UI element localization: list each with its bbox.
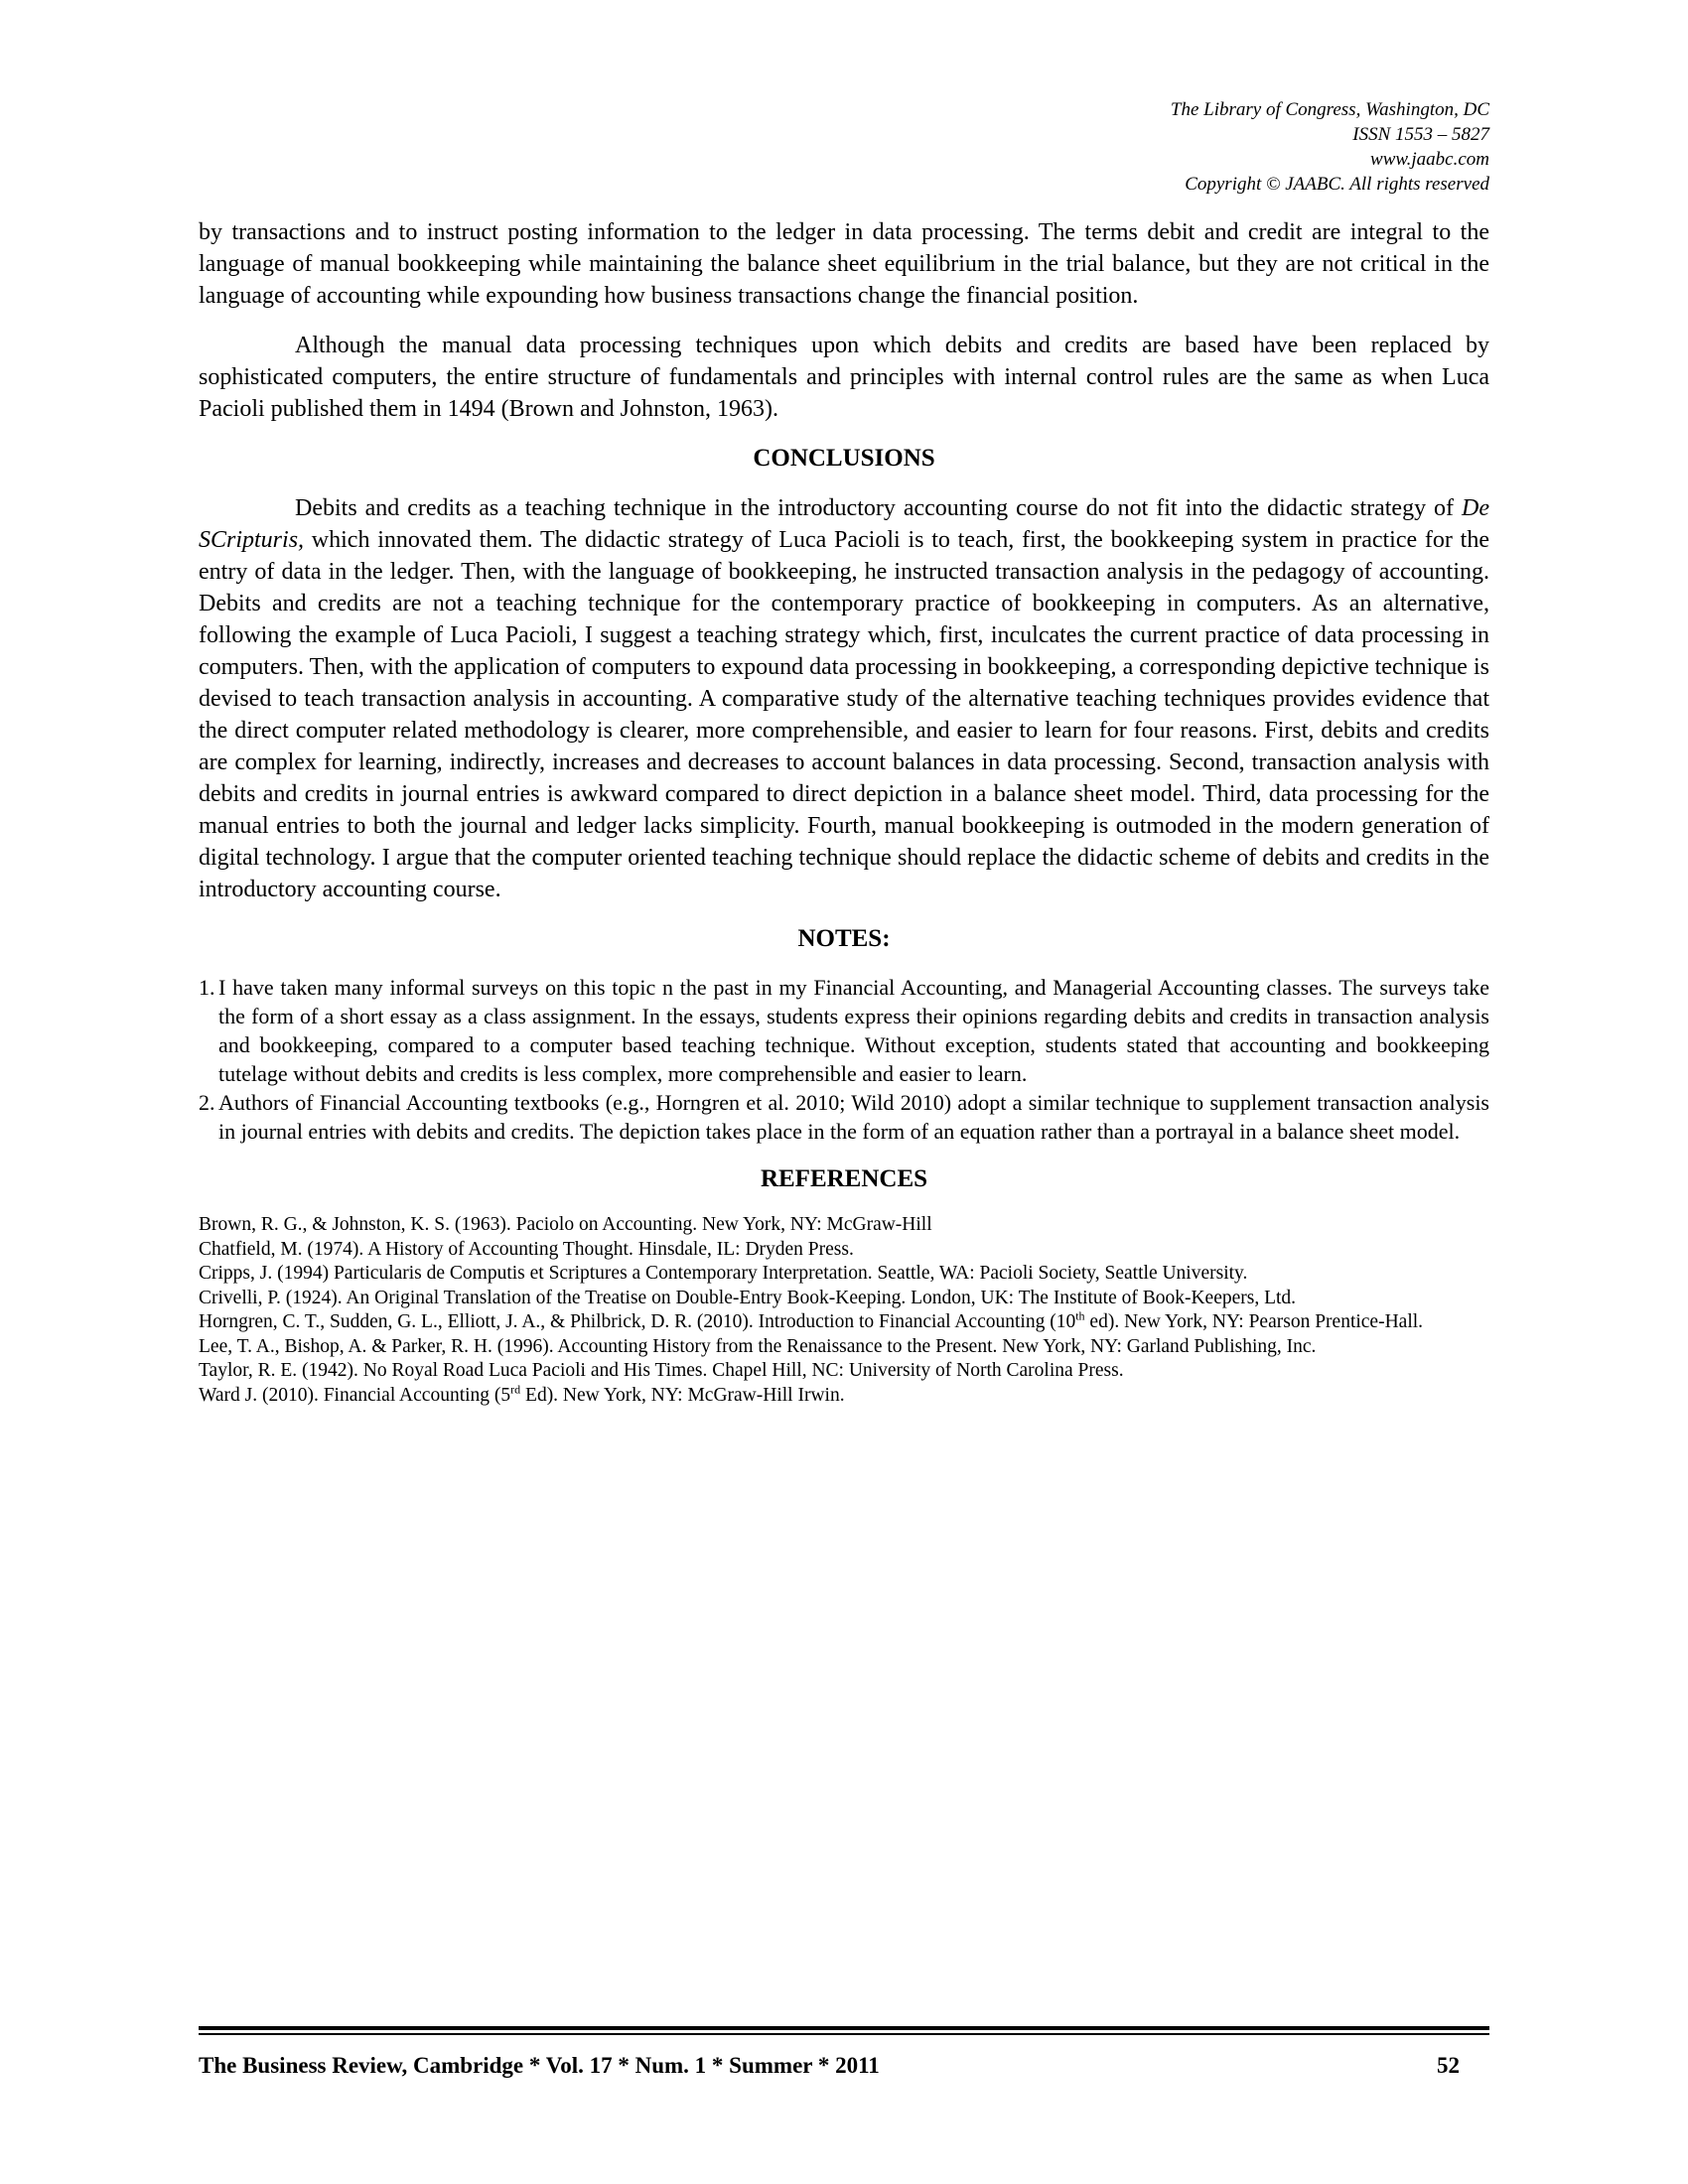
superscript: th bbox=[1075, 1308, 1085, 1323]
reference-text: ed). New York, NY: Pearson Prentice-Hall. bbox=[1084, 1311, 1424, 1332]
note-number: 2. bbox=[199, 1090, 215, 1115]
reference-entry: Crivelli, P. (1924). An Original Translation of the Treatise on Double-Entry Book-Keeping. London, UK: The Institute of Book-Keepers, Ltd. bbox=[199, 1287, 1297, 1308]
footer-rule-thick bbox=[199, 2026, 1489, 2030]
book-title-italic: De SCripturis, bbox=[199, 495, 1489, 553]
paragraph-pacioli: Although the manual data processing techniques upon which debits and credits are based have been replaced by sophisticated computers, the entire structure of fundamentals and principles with internal control rules are the same as when Luca Pacioli published them in 1494 (Brown and Johnston, 1963). bbox=[199, 333, 1489, 422]
reference-entry: Taylor, R. E. (1942). No Royal Road Luca Pacioli and His Times. Chapel Hill, NC: University of North Carolina Press. bbox=[199, 1360, 1124, 1381]
conclusions-heading: CONCLUSIONS bbox=[753, 445, 935, 472]
journal-citation: The Business Review, Cambridge * Vol. 17 * Num. 1 * Summer * 2011 bbox=[199, 2053, 880, 2078]
header-copyright: Copyright © JAABC. All rights reserved bbox=[1185, 174, 1489, 195]
note-text: Authors of Financial Accounting textbooks (e.g., Horngren et al. 2010; Wild 2010) adopt a similar technique to supplement transaction analysis in journal entries with debits and credits. The depiction takes place in the form of an equation rather than a portrayal in a balance sheet model. bbox=[218, 1090, 1489, 1144]
references-list bbox=[199, 1213, 1489, 1408]
reference-entry bbox=[199, 1310, 1489, 1335]
page-number: 52 bbox=[1437, 2053, 1460, 2078]
reference-entry: Lee, T. A., Bishop, A. & Parker, R. H. (1996). Accounting History from the Renaissance to the Present. New York, NY: Garland Publishing, Inc. bbox=[199, 1335, 1317, 1357]
reference-entry: Cripps, J. (1994) Particularis de Computis et Scriptures a Contemporary Interpretation. Seattle, WA: Pacioli Society, Seattle University. bbox=[199, 1263, 1248, 1284]
running-header bbox=[1171, 97, 1489, 197]
paragraph-continued: by transactions and to instruct posting information to the ledger in data processing. The terms debit and credit are integral to the language of manual bookkeeping while maintaining the balance sheet equilibrium in the trial balance, but they are not critical in the language of accounting while expounding how business transactions change the financial position. bbox=[199, 219, 1489, 309]
footer-rule-thin bbox=[199, 2033, 1489, 2035]
page-body bbox=[199, 216, 1489, 1408]
notes-heading: NOTES: bbox=[797, 925, 891, 952]
reference-entry bbox=[199, 1384, 1489, 1409]
superscript: rd bbox=[510, 1382, 521, 1396]
notes-list bbox=[199, 973, 1489, 1146]
references-heading: REFERENCES bbox=[760, 1165, 928, 1192]
reference-text: Horngren, C. T., Sudden, G. L., Elliott, J. A., & Philbrick, D. R. (2010). Introduction to Financial Accounting (10 bbox=[199, 1311, 1076, 1332]
note-item bbox=[199, 973, 1489, 1088]
conclusions-text-rest: which innovated them. The didactic strategy of Luca Pacioli is to teach, first, the bookkeeping system in practice for the entry of data in the ledger. Then, with the language of bookkeeping, he instructed transaction analysis in the pedagogy of accounting. Debits and credits are not a teaching technique for the contemporary practice of bookkeeping in computers. As an alternative, following the example of Luca Pacioli, I suggest a teaching strategy which, first, inculcates the current practice of data processing in computers. Then, with the application of computers to expound data processing in bookkeeping, a corresponding depictive technique is devised to teach transaction analysis in accounting. A comparative study of the alternative teaching techniques provides evidence that the direct computer related methodology is clearer, more comprehensible, and easier to learn for four reasons. First, debits and credits are complex for learning, indirectly, increases and decreases to account balances in data processing. Second, transaction analysis with debits and credits in journal entries is awkward compared to direct depiction in a balance sheet model. Third, data processing for the manual entries to both the journal and ledger lacks simplicity. Fourth, manual bookkeeping is outmoded in the modern generation of digital technology. I argue that the computer oriented teaching technique should replace the didactic scheme of debits and credits in the introductory accounting course. bbox=[199, 527, 1489, 902]
header-website: www.jaabc.com bbox=[1370, 149, 1489, 170]
note-text: I have taken many informal surveys on this topic n the past in my Financial Accounting, and Managerial Accounting classes. The surveys take the form of a short essay as a class assignment. In the essays, students express their opinions regarding debits and credits in transaction analysis and bookkeeping, compared to a computer based teaching technique. Without exception, students stated that accounting and bookkeeping tutelage without debits and credits is less complex, more comprehensible and easier to learn. bbox=[218, 975, 1489, 1086]
reference-entry: Chatfield, M. (1974). A History of Accounting Thought. Hinsdale, IL: Dryden Press. bbox=[199, 1238, 854, 1260]
note-number: 1. bbox=[199, 975, 215, 1000]
note-item bbox=[199, 1088, 1489, 1146]
reference-entry: Brown, R. G., & Johnston, K. S. (1963). Paciolo on Accounting. New York, NY: McGraw-Hill bbox=[199, 1214, 932, 1235]
header-library: The Library of Congress, Washington, DC bbox=[1170, 99, 1489, 120]
reference-text: Ed). New York, NY: McGraw-Hill Irwin. bbox=[520, 1384, 845, 1406]
conclusions-text-start: Debits and credits as a teaching technique in the introductory accounting course do not fit into the didactic strategy of bbox=[295, 495, 1463, 521]
reference-text: Ward J. (2010). Financial Accounting (5 bbox=[199, 1384, 511, 1406]
header-issn: ISSN 1553 – 5827 bbox=[1352, 124, 1489, 145]
conclusions-paragraph bbox=[199, 492, 1489, 905]
